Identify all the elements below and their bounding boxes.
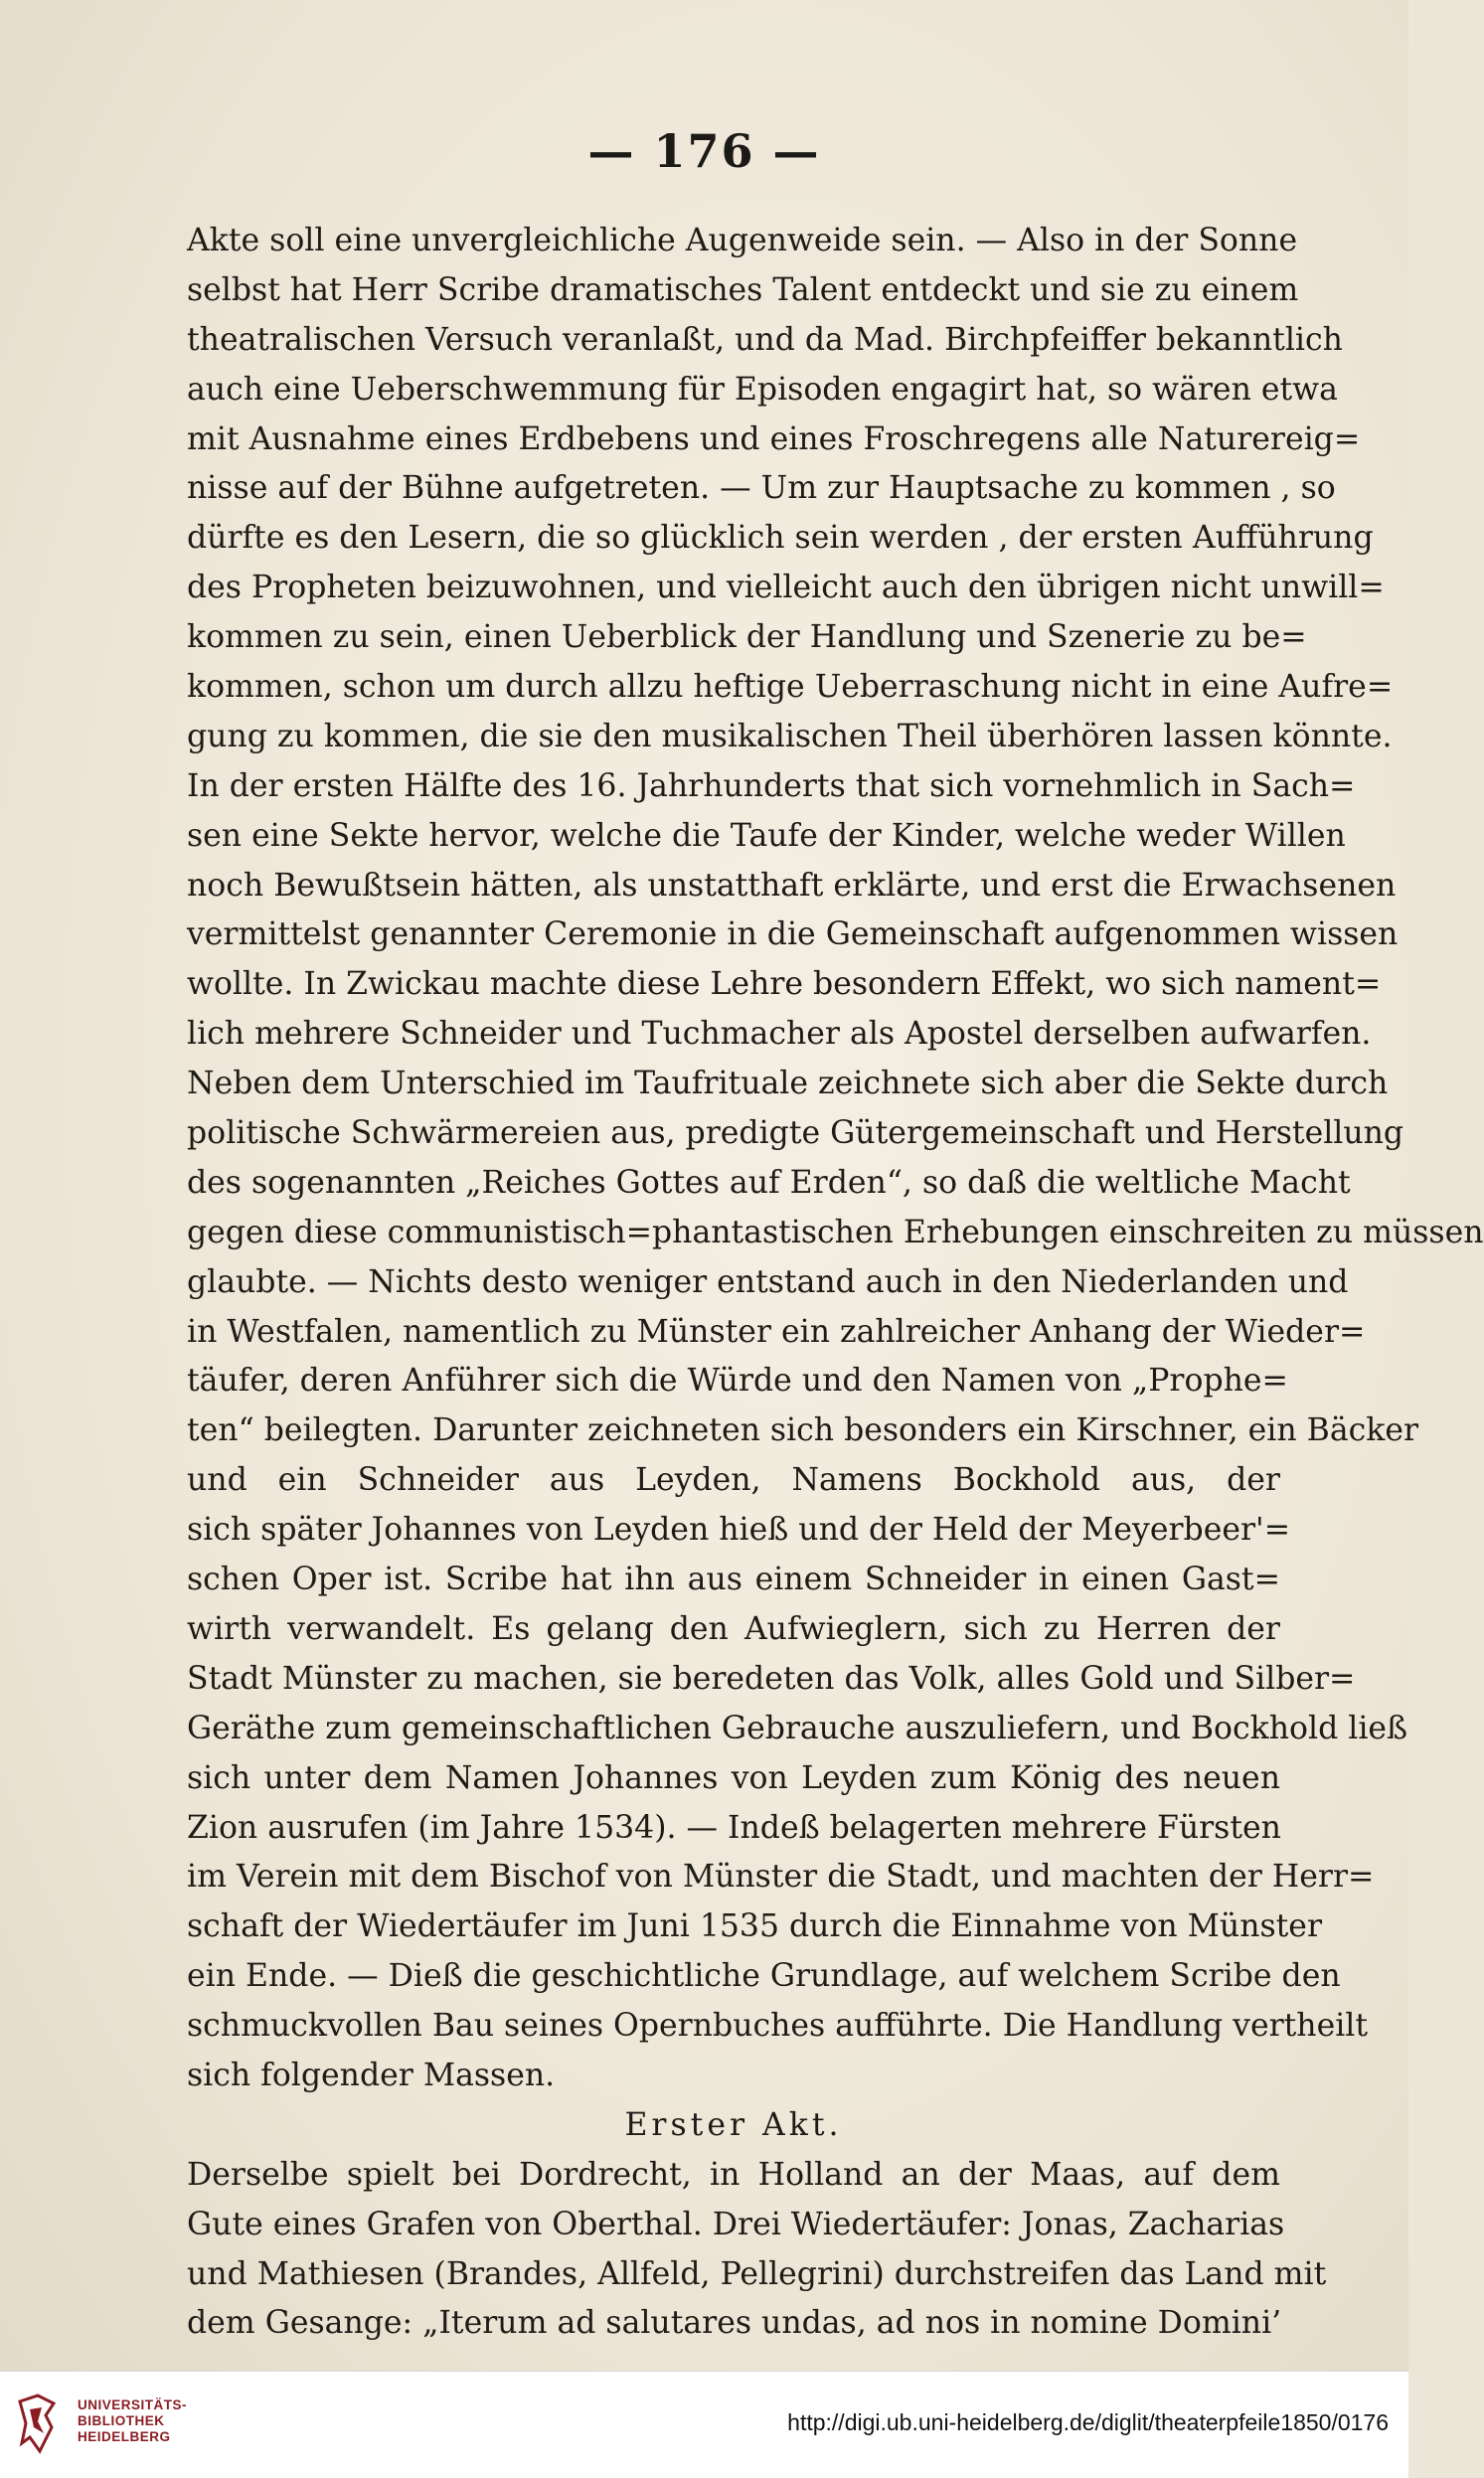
text-line: glaubte. — Nichts desto weniger entstand auch in den Niederlanden und [187, 1263, 1349, 1300]
body-text [187, 217, 1484, 2349]
page-number: — 176 — [587, 124, 821, 178]
library-name-line: UNIVERSITÄTS- [78, 2397, 188, 2412]
text-line: Gute eines Grafen von Oberthal. Drei Wiedertäufer: Jonas, Zacharias [187, 2206, 1285, 2242]
text-line: gung zu kommen, die sie den musikalischen Theil überhören lassen könnte. [187, 718, 1393, 754]
text-line: des sogenannten „Reiches Gottes auf Erden“, so daß die weltliche Macht [187, 1164, 1351, 1201]
text-line: Geräthe zum gemeinschaftlichen Gebrauche auszuliefern, und Bockhold ließ [187, 1710, 1408, 1746]
text-line: Akte soll eine unvergleichliche Augenweide sein. — Also in der Sonne [187, 223, 1298, 258]
footer-bar [0, 2371, 1408, 2478]
text-line: wollte. In Zwickau machte diese Lehre besondern Effekt, wo sich nament= [187, 966, 1382, 1003]
text-line: des Propheten beizuwohnen, und vielleicht auch den übrigen nicht unwill= [187, 570, 1385, 606]
text-line: dem Gesange: „Iterum ad salutares undas, ad nos in nomine Domini’ [187, 2305, 1282, 2342]
text-line: mit Ausnahme eines Erdbebens und eines Froschregens alle Naturereig= [187, 420, 1361, 457]
text-line: schaft der Wiedertäufer im Juni 1535 durch die Einnahme von Münster [187, 1908, 1322, 1945]
text-line: schmuckvollen Bau seines Opernbuches aufführte. Die Handlung vertheilt [187, 2008, 1369, 2045]
library-name [78, 2397, 187, 2445]
text-line: politische Schwärmereien aus, predigte Gütergemeinschaft und Herstellung [187, 1115, 1404, 1152]
text-line: auch eine Ueberschwemmung für Episoden engagirt hat, so wären etwa [187, 371, 1338, 408]
text-line: und ein Schneider aus Leyden, Namens Bockhold aus, der [187, 1462, 1280, 1499]
text-line: ein Ende. — Dieß die geschichtliche Grundlage, auf welchem Scribe den [187, 1958, 1341, 1995]
text-line: täufer, deren Anführer sich die Würde und den Namen von „Prophe= [187, 1363, 1288, 1400]
text-line: in Westfalen, namentlich zu Münster ein zahlreicher Anhang der Wieder= [187, 1313, 1366, 1350]
text-line: sich später Johannes von Leyden hieß und der Held der Meyerbeer'= [187, 1512, 1291, 1549]
text-line: noch Bewußtsein hätten, als unstatthaft erklärte, und erst die Erwachsenen [187, 867, 1397, 904]
text-line: theatralischen Versuch veranlaßt, und da Mad. Birchpfeiffer bekanntlich [187, 321, 1343, 358]
text-line: und Mathiesen (Brandes, Allfeld, Pellegrini) durchstreifen das Land mit [187, 2255, 1327, 2292]
text-line: ten“ beilegten. Darunter zeichneten sich besonders ein Kirschner, ein Bäcker [187, 1412, 1419, 1449]
text-line: sich unter dem Namen Johannes von Leyden zum König des neuen [187, 1759, 1280, 1796]
text-line: im Verein mit dem Bischof von Münster die Stadt, und machten der Herr= [187, 1859, 1375, 1896]
text-line: sich folgender Massen. [187, 2057, 556, 2093]
text-line: lich mehrere Schneider und Tuchmacher als Apostel derselben aufwarfen. [187, 1016, 1372, 1053]
library-name-line: HEIDELBERG [78, 2429, 171, 2444]
text-line: gegen diese communistisch=phantastischen Erhebungen einschreiten zu müssen [187, 1214, 1484, 1250]
text-line: schen Oper ist. Scribe hat ihn aus einem Schneider in einen Gast= [187, 1562, 1280, 1598]
text-line: wirth verwandelt. Es gelang den Aufwieglern, sich zu Herren der [187, 1610, 1280, 1647]
text-line: kommen, schon um durch allzu heftige Ueberraschung nicht in eine Aufre= [187, 669, 1394, 706]
text-line: sen eine Sekte hervor, welche die Taufe der Kinder, welche weder Willen [187, 817, 1346, 854]
text-line: kommen zu sein, einen Ueberblick der Handlung und Szenerie zu be= [187, 619, 1307, 656]
text-line: Derselbe spielt bei Dordrecht, in Holland an der Maas, auf dem [187, 2156, 1280, 2193]
text-line: selbst hat Herr Scribe dramatisches Talent entdeckt und sie zu einem [187, 271, 1299, 308]
source-url-link[interactable]: http://digi.ub.uni-heidelberg.de/diglit/theaterpfeile1850/0176 [787, 2409, 1389, 2435]
text-line: nisse auf der Bühne aufgetreten. — Um zur Hauptsache zu kommen , so [187, 470, 1336, 507]
section-heading: Erster Akt. [624, 2106, 843, 2143]
text-line: Zion ausrufen (im Jahre 1534). — Indeß belagerten mehrere Fürsten [187, 1809, 1281, 1846]
text-line: vermittelst genannter Ceremonie in die Gemeinschaft aufgenommen wissen [187, 916, 1399, 953]
text-line: Neben dem Unterschied im Taufrituale zeichnete sich aber die Sekte durch [187, 1066, 1389, 1102]
text-line: dürfte es den Lesern, die so glücklich sein werden , der ersten Aufführung [187, 520, 1374, 557]
text-line: Stadt Münster zu machen, sie beredeten das Volk, alles Gold und Silber= [187, 1660, 1356, 1697]
library-name-line: BIBLIOTHEK [78, 2413, 165, 2428]
text-line: In der ersten Hälfte des 16. Jahrhunderts that sich vornehmlich in Sach= [187, 767, 1356, 804]
library-logo-icon [16, 2394, 58, 2455]
